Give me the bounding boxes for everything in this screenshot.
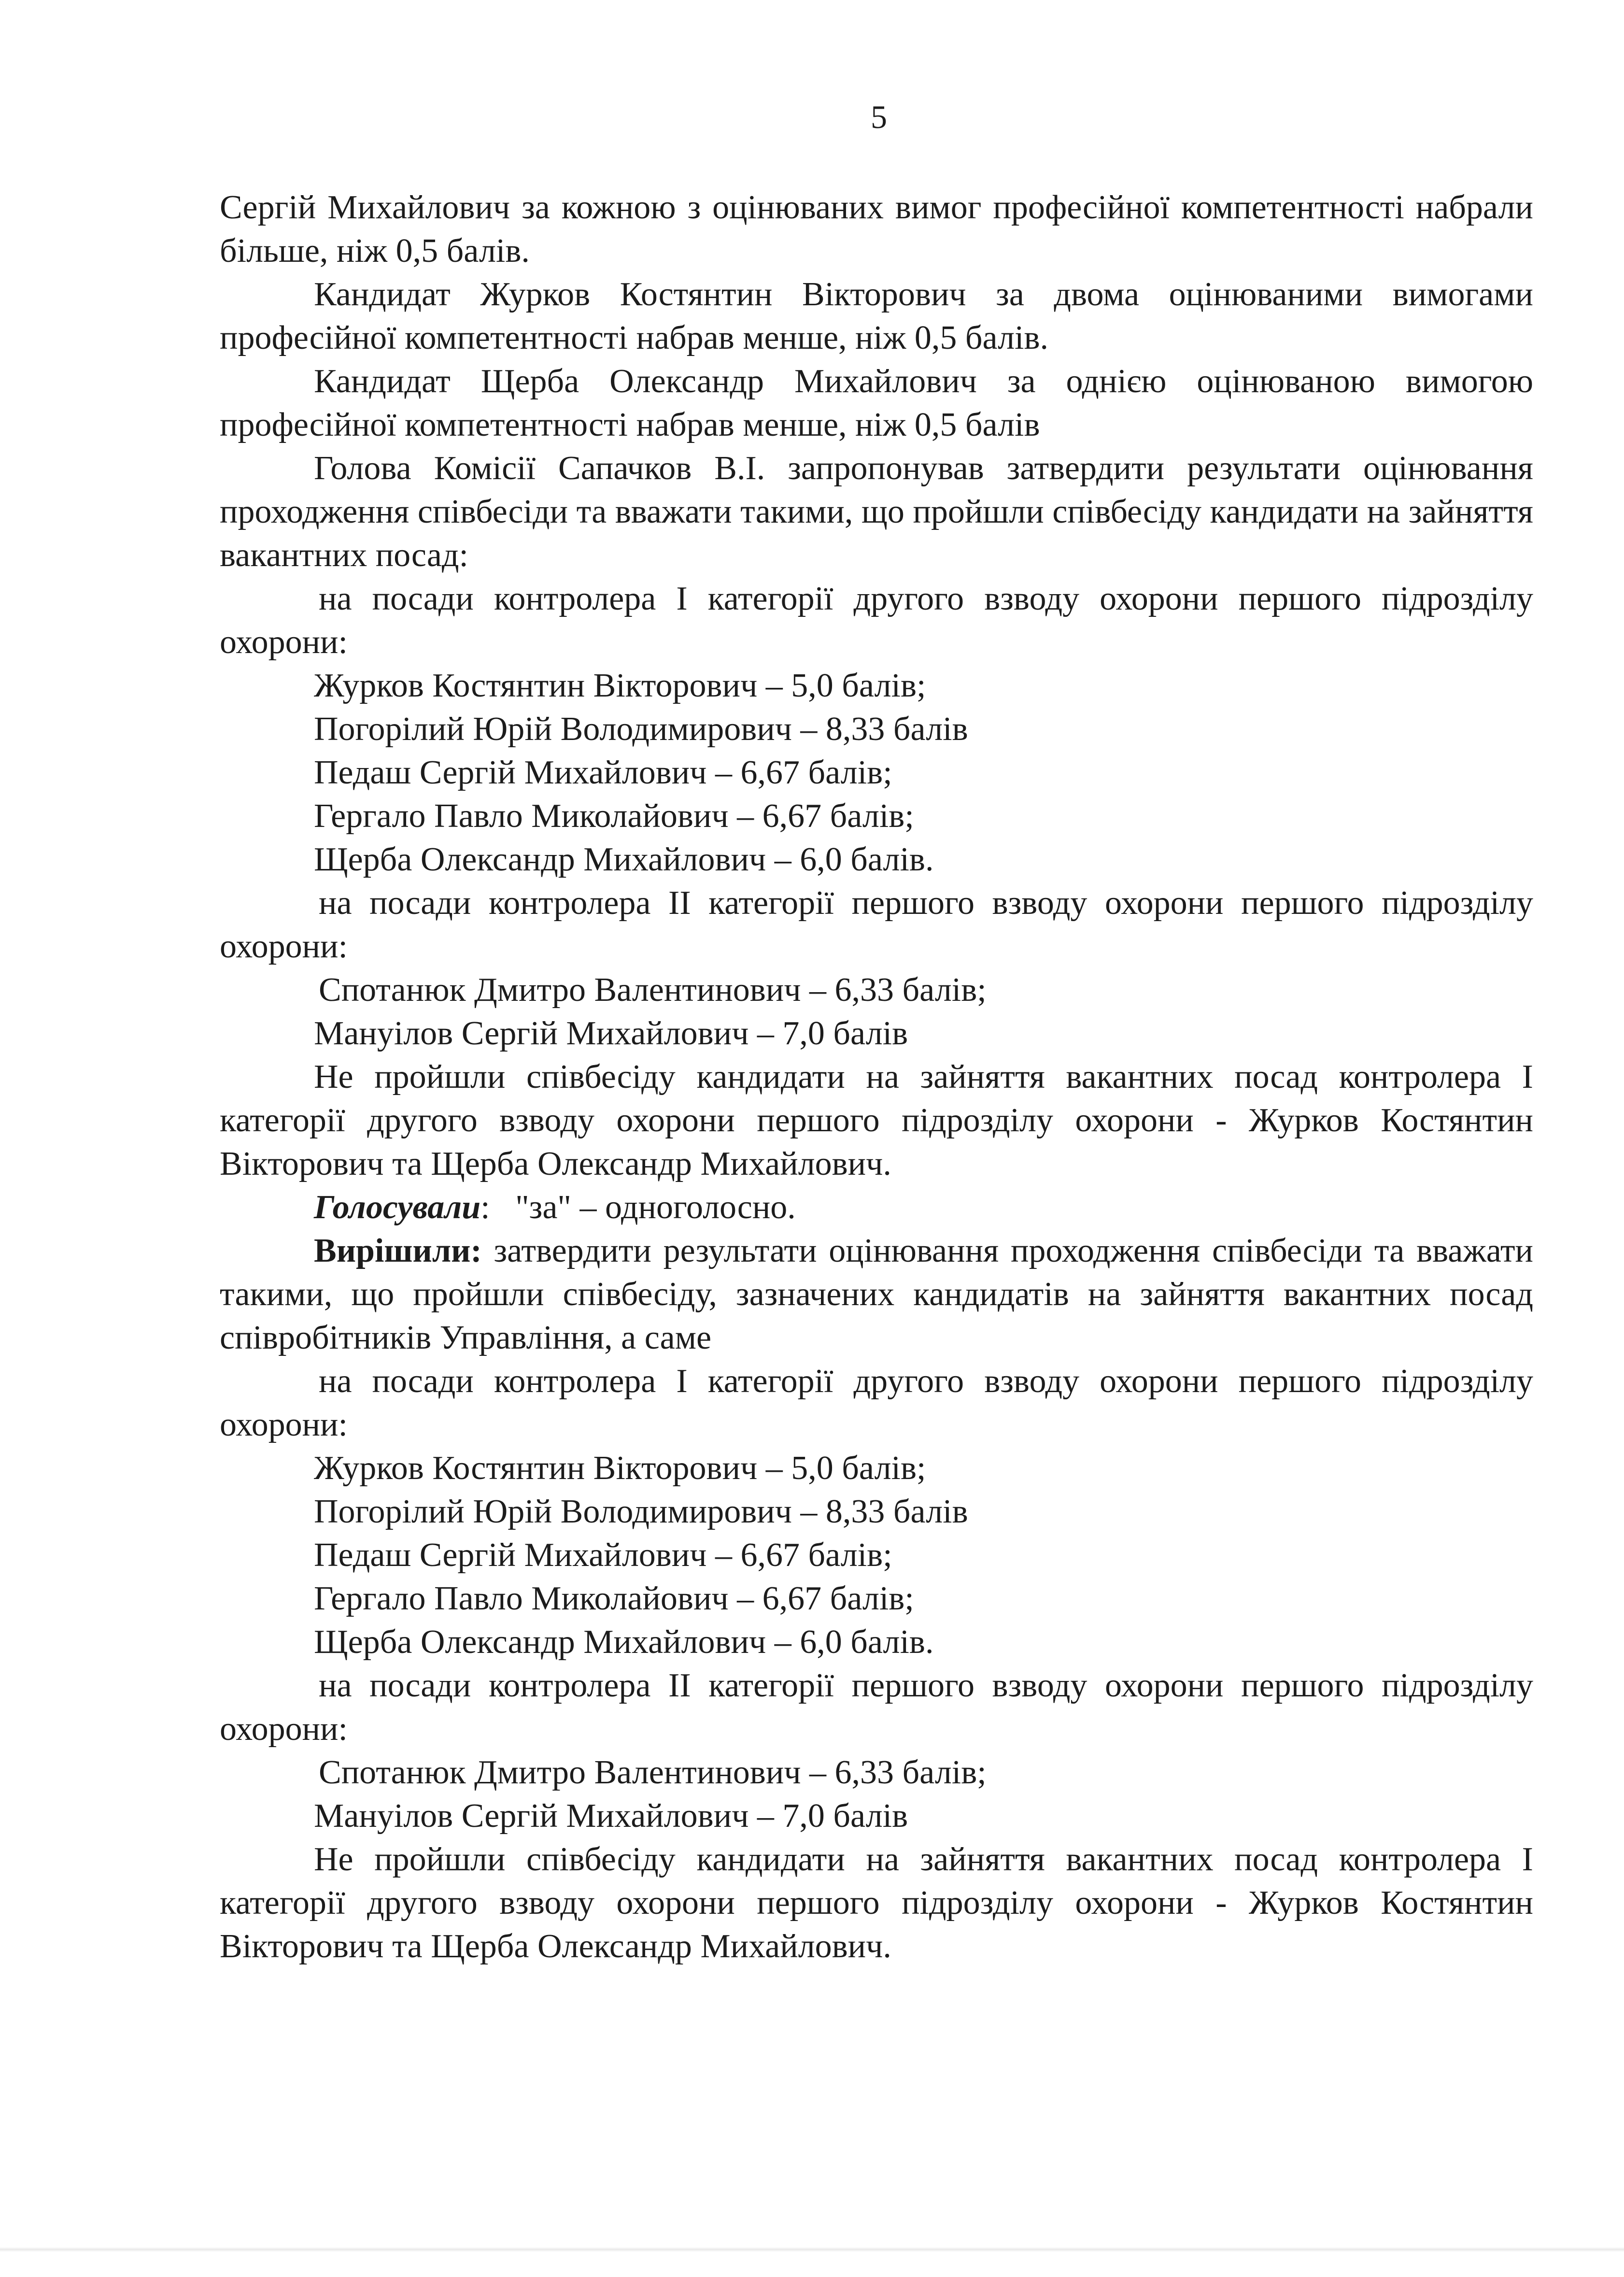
paragraph-continuation: Сергій Михайлович за кожною з оцінюваних вимог професійної компетентності набрали більше, ніж 0,5 балів. bbox=[220, 189, 1533, 270]
decision-text: затвердити результати оцінювання проходження співбесіди та вважати такими, що пройшли співбесіду, зазначених кандидатів на зайняття вакантних посад співробітників Управління, а саме bbox=[220, 1232, 1533, 1356]
decision-category1-candidate: Гергало Павло Миколайович – 6,67 балів; bbox=[314, 1580, 914, 1617]
proposal-category1-candidate: Щерба Олександр Михайлович – 6,0 балів. bbox=[314, 841, 934, 878]
decision-category2-candidate: Мануілов Сергій Михайлович – 7,0 балів bbox=[314, 1797, 908, 1835]
proposal-category1-candidate: Педаш Сергій Михайлович – 6,67 балів; bbox=[314, 754, 892, 791]
decision-category1-candidate: Погорілий Юрій Володимирович – 8,33 балів bbox=[314, 1493, 968, 1530]
decision-category1-candidate: Журков Костянтин Вікторович – 5,0 балів; bbox=[314, 1450, 926, 1487]
proposal-category2-candidate: Спотанюк Дмитро Валентинович – 6,33 балів; bbox=[319, 971, 987, 1009]
decision-paragraph bbox=[220, 1229, 1533, 1360]
vote-label: Голосували bbox=[314, 1189, 481, 1226]
vote-result: "за" – одноголосно. bbox=[515, 1189, 796, 1226]
proposal-category2-heading: на посади контролера ІІ категорії першого взводу охорони першого підрозділу охорони: bbox=[220, 884, 1533, 965]
paragraph-zhurkov-below-threshold: Кандидат Журков Костянтин Вікторович за двома оцінюваними вимогами професійної компетентності набрав менше, ніж 0,5 балів. bbox=[220, 276, 1533, 356]
proposal-category1-heading: на посади контролера І категорії другого взводу охорони першого підрозділу охорони: bbox=[220, 580, 1533, 661]
proposal-category2-candidate: Мануілов Сергій Михайлович – 7,0 балів bbox=[314, 1015, 908, 1052]
decision-category2-candidate: Спотанюк Дмитро Валентинович – 6,33 балів; bbox=[319, 1754, 987, 1791]
decision-category2-heading: на посади контролера ІІ категорії першого взводу охорони першого підрозділу охорони: bbox=[220, 1667, 1533, 1748]
decision-category1-candidate: Педаш Сергій Михайлович – 6,67 балів; bbox=[314, 1537, 892, 1574]
proposal-category1-candidate: Журков Костянтин Вікторович – 5,0 балів; bbox=[314, 667, 926, 704]
proposal-not-passed: Не пройшли співбесіду кандидати на зайняття вакантних посад контролера І категорії другого взводу охорони першого підрозділу охорони - Журков Костянтин Вікторович та Щерба Олександр Михайлович. bbox=[220, 1058, 1533, 1182]
paragraph-chair-proposal: Голова Комісії Сапачков В.І. запропонував затвердити результати оцінювання проходження співбесіди та вважати такими, що пройшли співбесіду кандидати на зайняття вакантних посад: bbox=[220, 450, 1533, 574]
decision-label: Вирішили: bbox=[314, 1232, 482, 1269]
decision-category1-candidate: Щерба Олександр Михайлович – 6,0 балів. bbox=[314, 1623, 934, 1661]
vote-line bbox=[220, 1186, 1533, 1229]
proposal-category1-candidate: Гергало Павло Миколайович – 6,67 балів; bbox=[314, 797, 914, 835]
proposal-category1-candidate: Погорілий Юрій Володимирович – 8,33 балів bbox=[314, 711, 968, 748]
document-body bbox=[220, 186, 1533, 1968]
page-number: 5 bbox=[871, 99, 887, 135]
decision-not-passed: Не пройшли співбесіду кандидати на зайняття вакантних посад контролера І категорії другого взводу охорони першого підрозділу охорони - Журков Костянтин Вікторович та Щерба Олександр Михайлович. bbox=[220, 1841, 1533, 1965]
scan-edge-line bbox=[0, 2247, 1624, 2252]
paragraph-shcherba-below-threshold: Кандидат Щерба Олександр Михайлович за однією оцінюваною вимогою професійної компетентності набрав менше, ніж 0,5 балів bbox=[220, 363, 1533, 443]
decision-category1-heading: на посади контролера І категорії другого взводу охорони першого підрозділу охорони: bbox=[220, 1363, 1533, 1443]
vote-colon: : bbox=[480, 1189, 516, 1226]
